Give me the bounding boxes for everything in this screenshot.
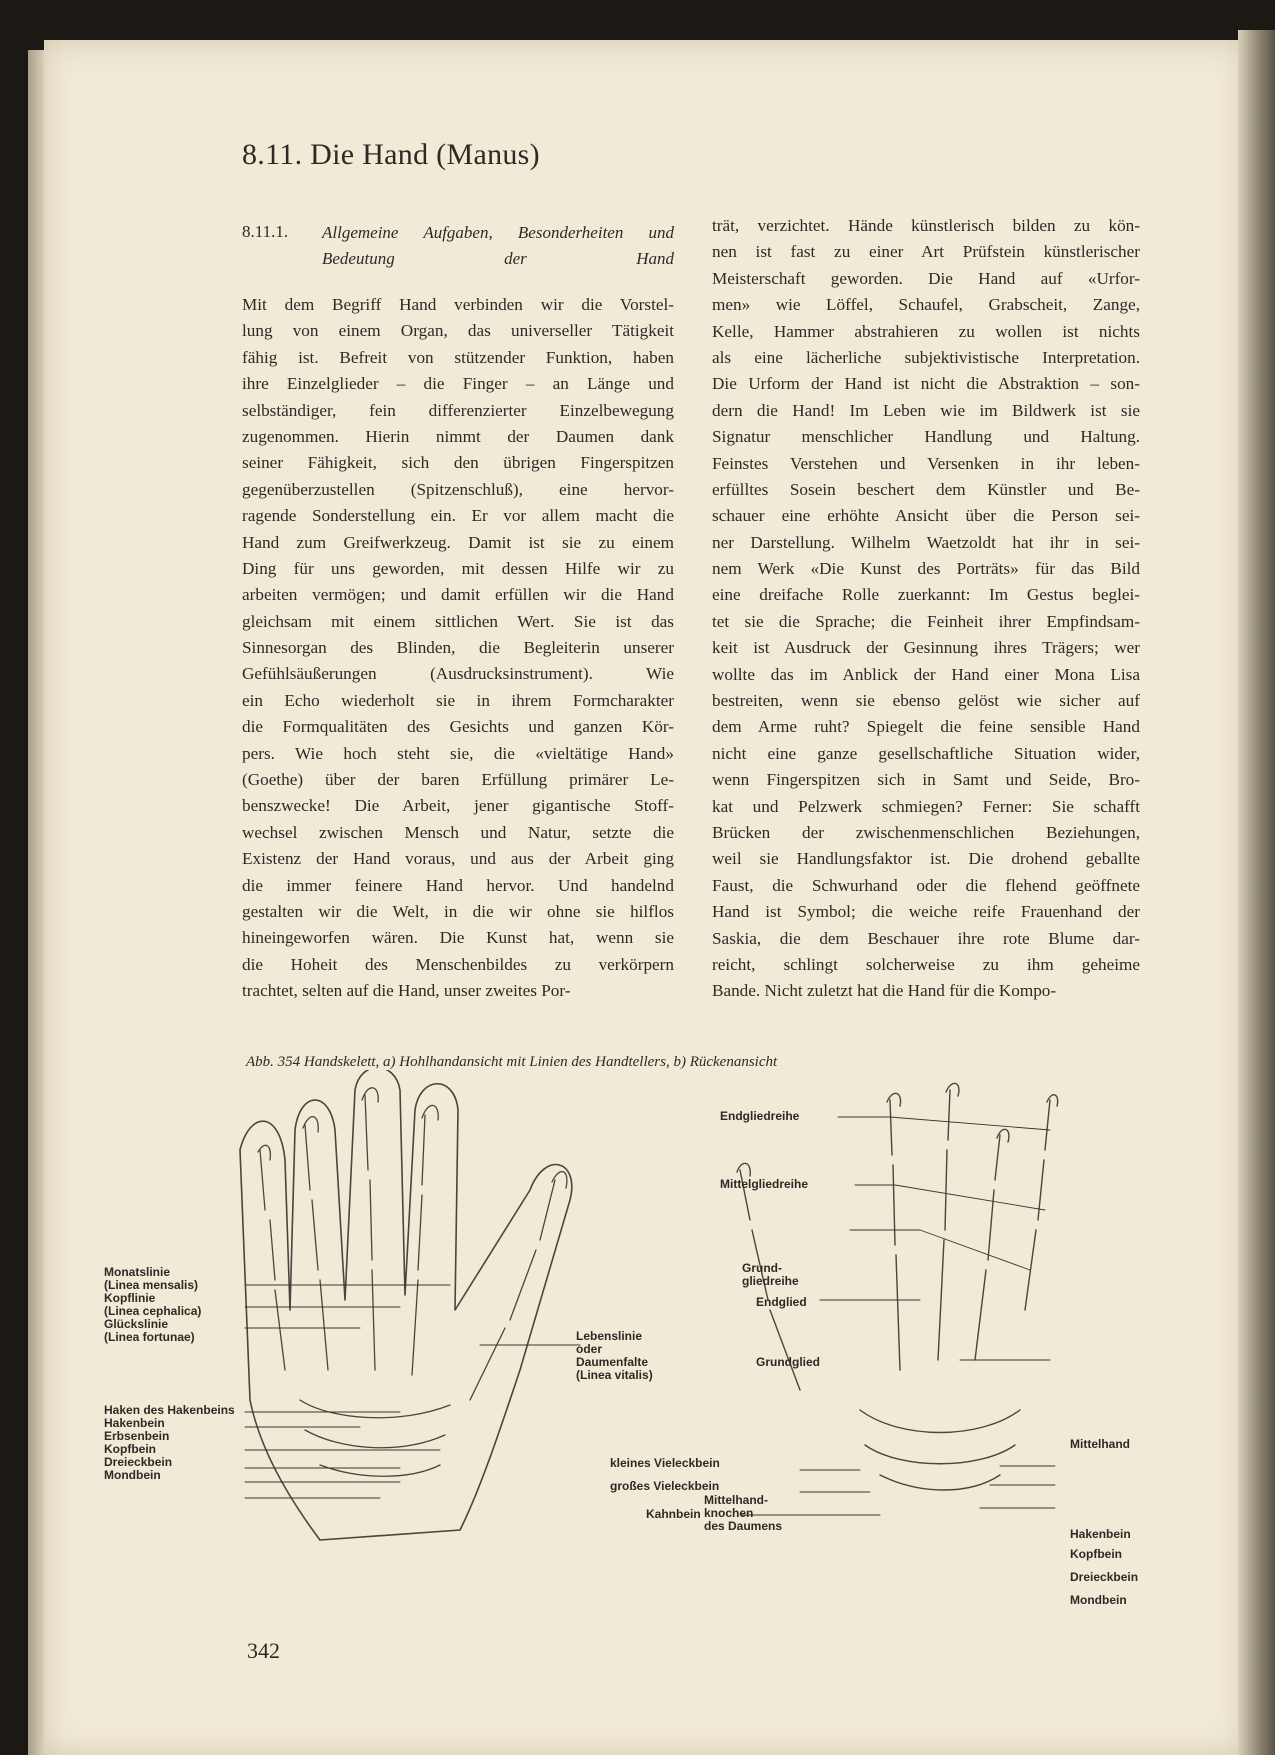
text-line: Hand zum Greifwerkzeug. Damit ist sie zu einem [242,532,674,552]
text-line: Meisterschaft geworden. Die Hand auf «Urfor- [712,268,1140,288]
text-line: arbeiten vermögen; und damit erfüllen wir die Hand [242,585,674,605]
text-column-right [712,213,1140,1005]
text-line: keit ist Ausdruck der Gesinnung ihres Trägers; wer [712,638,1140,658]
text-line: pers. Wie hoch steht sie, die «vieltätige Hand» [242,743,674,763]
finger-b-middle [938,1083,959,1360]
finger-a-ring [303,1117,328,1370]
text-line: eine dreifache Rolle zuerkannt: Im Gestus beglei- [712,585,1140,605]
text-line: ner Darstellung. Wilhelm Waetzoldt hat ihr in sei- [712,532,1140,552]
finger-b-little [1025,1095,1058,1310]
label-kahnbein: Kahnbein [646,1507,701,1521]
text-line: weil sie Handlungsfaktor ist. Die drohend geballte [712,849,1140,869]
text-line: men» wie Löffel, Schaufel, Grabscheit, Zange, [712,295,1140,315]
section-number: 8.11.1. [242,222,289,241]
section-title [322,220,674,272]
text-line: ragende Sonderstellung ein. Er vor allem macht die [242,506,674,526]
section-title-line-1: Allgemeine Aufgaben, Besonderheiten und [322,223,674,242]
page-number: 342 [247,1638,280,1663]
text-line: Existenz der Hand voraus, und aus der Arbeit ging [242,849,674,869]
text-line: erfülltes Sosein beschert dem Künstler und Be- [712,479,1140,499]
text-line: Kelle, Hammer abstrahieren zu wollen ist nichts [712,321,1140,341]
text-line: dern die Hand! Im Leben wie im Bildwerk ist sie [712,400,1140,420]
text-line: dem Arme ruht? Spiegelt die feine sensible Hand [712,717,1140,737]
page-edge-left [28,50,44,1755]
text-line: ein Echo wiederholt sie in ihrem Formcharakter [242,690,674,710]
figure-caption: Abb. 354 Handskelett, a) Hohlhandansicht mit Linien des Handtellers, b) Rückenansicht [246,1054,778,1070]
text-line: schauer eine erhöhte Ansicht über die Person sei- [712,506,1140,526]
text-line: trät, verzichtet. Hände künstlerisch bilden zu kön- [712,216,1140,235]
label-endglied: Endglied [756,1295,807,1309]
text-line: kat und Pelzwerk schmiegen? Ferner: Sie schafft [712,796,1140,816]
label-mittelgliedreihe: Mittelgliedreihe [720,1177,809,1191]
text-line: Feinstes Verstehen und Versenken in ihr leben- [712,453,1140,473]
carpals-a [300,1400,450,1476]
text-line: Brücken der zwischenmenschlichen Beziehungen, [712,822,1140,842]
label-endgliedreihe: Endgliedreihe [720,1109,800,1123]
text-line: fähig ist. Befreit von stützender Funktion, haben [242,347,674,367]
text-line: seiner Fähigkeit, sich den übrigen Fingerspitzen [242,453,674,473]
text-line: gegenüberzustellen (Spitzenschluß), eine hervor- [242,479,674,499]
text-line: tet sie die Sprache; die Feinheit ihrer Empfindsam- [712,611,1140,631]
text-line: reicht, schlingt solcherweise zu ihm geheime [712,954,1140,974]
text-line: Gefühlsäußerungen (Ausdrucksinstrument). Wie [242,664,674,684]
finger-b-ring [975,1129,1009,1360]
label-dreieckbein: Dreieckbein [1070,1570,1139,1584]
label-life-line: Lebenslinie oder Daumenfalte (Linea vitalis) [576,1329,653,1382]
label-kleines-vieleckbein: kleines Vieleckbein [610,1456,720,1470]
text-line: Saskia, die dem Beschauer ihre rote Blume dar- [712,928,1140,948]
finger-a-index [412,1105,438,1375]
text-line: hineingeworfen wären. Die Kunst hat, wenn sie [242,928,674,948]
section-title-line-2: Bedeutung der Hand [322,249,674,268]
label-palm-lines: Monatslinie (Linea mensalis) Kopflinie (Linea cephalica) Glückslinie (Linea fortunae) [104,1265,202,1344]
text-line: trachtet, selten auf die Hand, unser zweites Por- [242,981,571,1001]
palm-outline [240,1070,572,1540]
chapter-title: 8.11. Die Hand (Manus) [242,138,540,171]
label-mittelhand: Mittelhand [1070,1437,1130,1451]
text-line: die immer feinere Hand hervor. Und handelnd [242,875,674,895]
finger-a-little [258,1145,285,1370]
text-line: die Formqualitäten des Gesichts und ganzen Kör- [242,717,674,737]
hand-skeleton-figure [100,1070,1160,1630]
text-line: ihre Einzelglieder – die Finger – an Länge und [242,374,674,394]
label-grundglied: Grundglied [756,1355,820,1369]
text-line: nen ist fast zu einer Art Prüfstein künstlerischer [712,242,1140,262]
label-grosses-vieleckbein: großes Vieleckbein [610,1479,720,1493]
text-column-left [242,292,674,1005]
text-line: zugenommen. Hierin nimmt der Daumen dank [242,426,674,446]
label-kopfbein: Kopfbein [1070,1547,1122,1561]
carpals-b [860,1410,1020,1490]
text-line: bestreiten, wenn sie ebenso gelöst wie sicher auf [712,691,1140,711]
text-line: selbständiger, fein differenzierter Einzelbewegung [242,400,674,420]
text-line: wollte das im Anblick der Hand einer Mona Lisa [712,664,1140,684]
text-line: Signatur menschlicher Handlung und Haltung. [712,427,1140,447]
text-line: benszwecke! Die Arbeit, jener gigantische Stoff- [242,796,674,816]
text-line: Die Urform der Hand ist nicht die Abstraktion – son- [712,374,1140,394]
text-line: nicht eine ganze gesellschaftliche Situation wider, [712,743,1140,763]
text-line: Faust, die Schwurhand oder die flehend geöffnete [712,875,1140,895]
label-mittelhandknochen: Mittelhand- knochen des Daumens [704,1493,783,1533]
text-line: nem Werk «Die Kunst des Porträts» für das Bild [712,559,1140,579]
text-line: lung von einem Organ, das universeller Tätigkeit [242,321,674,341]
text-line: Mit dem Begriff Hand verbinden wir die Vorstel- [242,295,674,314]
finger-a-middle [362,1088,378,1370]
label-carpals-a: Haken des Hakenbeins Hakenbein Erbsenbein Kopfbein Dreieckbein Mondbein [104,1403,235,1482]
finger-a-thumb [470,1172,567,1400]
text-line: wechsel zwischen Mensch und Natur, setzte die [242,822,674,842]
text-line: Ding für uns geworden, mit dessen Hilfe wir zu [242,558,674,578]
text-line: Hand ist Symbol; die weiche reife Frauenhand der [712,902,1140,922]
text-line: die Hoheit des Menschenbildes zu verkörpern [242,954,674,974]
text-line: gestalten wir die Welt, in die wir ohne sie hilflos [242,901,674,921]
finger-b-index [887,1093,901,1370]
text-line: wenn Fingerspitzen sich in Samt und Seide, Bro- [712,770,1140,790]
text-line: gleichsam mit einem sittlichen Wert. Sie ist das [242,611,674,631]
page-edge-right [1238,30,1275,1755]
text-line: als eine lächerliche subjektivistische Interpretation. [712,347,1140,367]
label-grundgliedreihe: Grund- gliedreihe [742,1261,799,1288]
label-hakenbein: Hakenbein [1070,1527,1131,1541]
label-mondbein: Mondbein [1070,1593,1127,1607]
text-line: Sinnesorgan des Blinden, die Begleiterin unserer [242,638,674,658]
text-line: (Goethe) über der baren Erfüllung primärer Le- [242,770,674,790]
text-line: Bande. Nicht zuletzt hat die Hand für die Kompo- [712,981,1057,1001]
